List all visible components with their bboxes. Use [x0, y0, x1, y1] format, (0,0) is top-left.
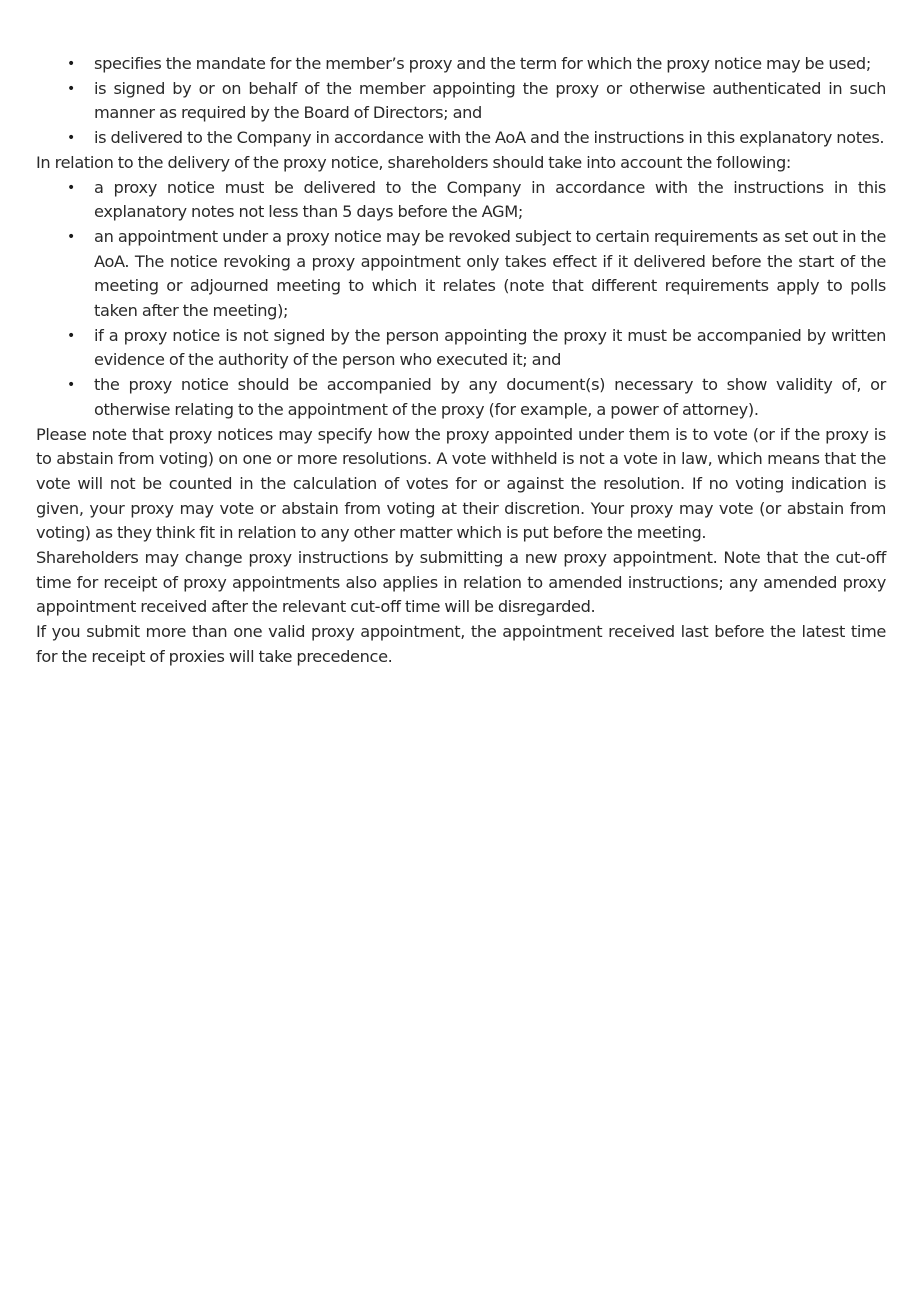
list-item — [36, 373, 886, 422]
list-item-text: a proxy notice must be delivered to the Company in accordance with the instructions in this explanatory notes not less than 5 days before the AGM; — [94, 177, 886, 222]
list-item-text: an appointment under a proxy notice may be revoked subject to certain requirements as set out in the AoA. The notice revoking a proxy appointment only takes effect if it delivered before the start of the meeting or adjourned meeting to which it relates (note that different requirements apply to polls taken after the meeting); — [94, 226, 886, 321]
list-item-text: if a proxy notice is not signed by the person appointing the proxy it must be accompanied by written evidence of the authority of the person who executed it; and — [94, 325, 886, 370]
list-item — [36, 126, 886, 151]
bullet-icon: • — [67, 327, 75, 344]
list-item — [36, 77, 886, 126]
list-item-text: specifies the mandate for the member’s proxy and the term for which the proxy notice may be used; — [94, 54, 871, 73]
document-page — [36, 52, 886, 670]
list-item — [36, 324, 886, 373]
list-item — [36, 225, 886, 324]
multiple-appointments-paragraph: If you submit more than one valid proxy appointment, the appointment received last before the latest time for the receipt of proxies will take precedence. — [36, 622, 886, 666]
change-instructions-paragraph: Shareholders may change proxy instructions by submitting a new proxy appointment. Note that the cut-off time for receipt of proxy appointments also applies in relation to amended instructions; any amended proxy appointment received after the relevant cut-off time will be disregarded. — [36, 548, 886, 617]
proxy-notice-requirements-list — [36, 52, 886, 151]
delivery-requirements-list — [36, 176, 886, 423]
list-item-text: the proxy notice should be accompanied by any document(s) necessary to show validity of, or otherwise relating to the appointment of the proxy (for example, a power of attorney). — [94, 375, 886, 419]
voting-paragraph: Please note that proxy notices may specify how the proxy appointed under them is to vote (or if the proxy is to abstain from voting) on one or more resolutions. A vote withheld is not a vote in law, which means that the vote will not be counted in the calculation of votes for or against the resolution. If no voting indication is given, your proxy may vote or abstain from voting at their discretion. Your proxy may vote (or abstain from voting) as they think fit in relation to any other matter which is put before the meeting. — [36, 424, 886, 543]
bullet-icon: • — [67, 228, 75, 245]
bullet-icon: • — [67, 56, 75, 72]
bullet-icon: • — [67, 377, 75, 394]
list-item-text: is signed by or on behalf of the member appointing the proxy or otherwise authenticated in such manner as required by the Board of Directors; and — [94, 78, 886, 123]
list-item — [36, 52, 886, 77]
list-item — [36, 176, 886, 225]
bullet-icon: • — [67, 130, 75, 147]
delivery-intro-paragraph: In relation to the delivery of the proxy notice, shareholders should take into account the following: — [36, 152, 791, 172]
bullet-icon: • — [67, 179, 75, 196]
bullet-icon: • — [67, 80, 75, 97]
list-item-text: is delivered to the Company in accordance with the AoA and the instructions in this explanatory notes. — [94, 128, 885, 148]
